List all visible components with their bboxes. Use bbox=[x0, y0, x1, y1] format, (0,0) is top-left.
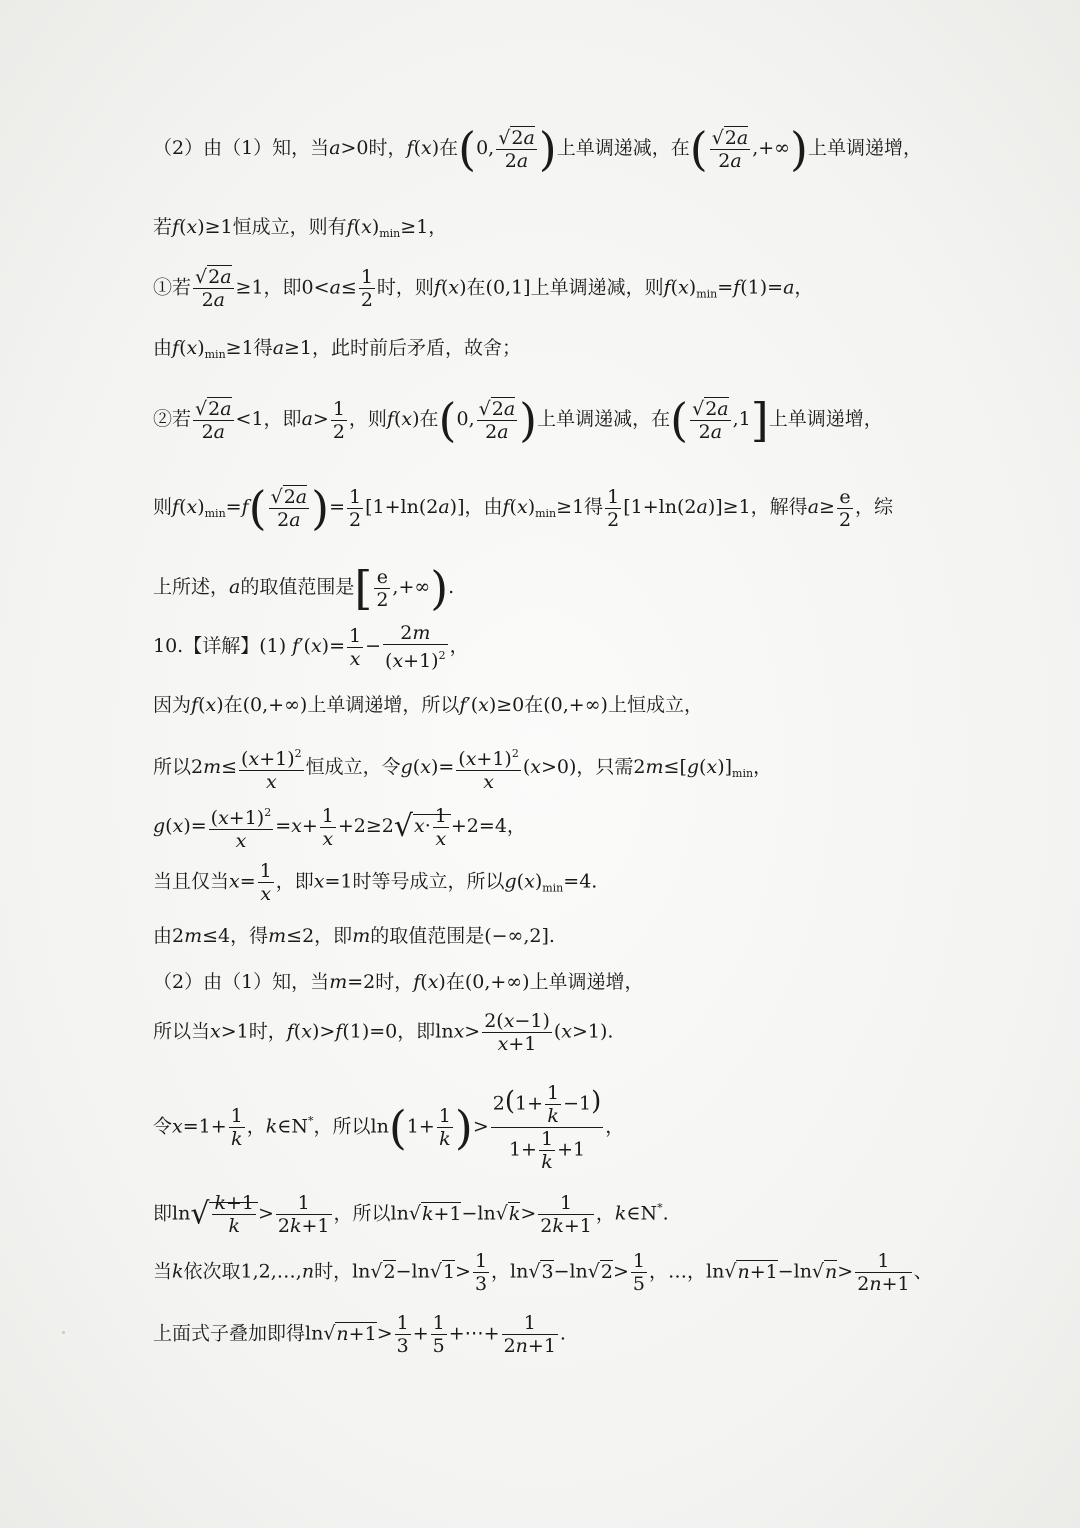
text-line-8: 10.【详解】(1) f′(x)= $\frac{1}{x}$ − $\frac{2m}{(x+1)^2}$ ， bbox=[153, 622, 469, 672]
text-line-12: 当且仅当x= $\frac{1}{x}$ ，即x=1时等号成立，所以$g(x)_{min}=4$. bbox=[153, 860, 598, 905]
text-line-6: 则$f(x)_{min}=f$( $\frac{√2a}{2a}$ )= $\frac{1}{2}$ [1+ln(2a)]，由$f(x)_{min}\ge 1$得 $\frac{1}{2}$ [1+ln(2a)]≥1，解得a≥ $\frac{e}{2}$ ，综 bbox=[153, 481, 894, 535]
text-line-4: 由$f(x)_{min}\ge 1$得a≥1，此时前后矛盾，故舍； bbox=[153, 337, 522, 361]
text-line-19: 上面式子叠加即得ln√n+1> $\frac{1}{3}$ + $\frac{1}{5}$ +⋯+ $\frac{1}{2n+1}$ . bbox=[153, 1312, 566, 1357]
text-line-16: 令x=1+ $\frac{1}{k}$ ，k∈N*，所以ln(1+ $\frac{1}{k}$ )> 2(1+ $\frac{1}{k}$ −1) 1+ $\frac{1}{k}$ +1 ， bbox=[153, 1082, 625, 1173]
text-line-18: 当k依次取1,2,…,n时，ln√2−ln√1> $\frac{1}{3}$ ，ln√3−ln√2> $\frac{1}{5}$ ，…，ln√n+1−ln√n> $\frac{1}{2n+1}$ 、 bbox=[153, 1250, 933, 1295]
text-line-13: 由2m≤4，得m≤2，即m的取值范围是(−∞,2]. bbox=[153, 925, 555, 947]
text-line-2: 若f(x)≥1恒成立，则有$f(x)_{min}\ge 1$， bbox=[153, 216, 448, 240]
text-line-17: 即ln√ $\frac{k+1}{k}$ > $\frac{1}{2k+1}$ ，所以ln√k+1−ln√k> $\frac{1}{2k+1}$ ，k∈N*. bbox=[153, 1192, 669, 1237]
text-line-3: ①若 $\frac{√2a}{2a}$ ≥1，即0<a≤ $\frac{1}{2}$ 时，则f(x)在(0,1]上单调递减，则$f(x)_{min}=f(1)=a$， bbox=[153, 266, 814, 311]
text-line-10: 所以2m≤ $\frac{(x+1)^2}{x}$ 恒成立，令g(x)= $\frac{(x+1)^2}{x}$ (x>0)，只需$2m\le[g(x)]_{min}$， bbox=[153, 743, 953, 793]
text-line-11: g(x)= $\frac{(x+1)^2}{x}$ =x+ $\frac{1}{x}$ +2≥2√x· $\frac{1}{x}$ +2=4， bbox=[153, 802, 953, 852]
text-line-1: （2）由（1）知，当a>0时，f(x)在(0, $\frac{√2a}{2a}$ )上单调递减，在( $\frac{√2a}{2a}$ ,+∞)上单调递增， bbox=[153, 122, 922, 176]
text-line-14: （2）由（1）知，当m=2时，f(x)在(0,+∞)上单调递增， bbox=[153, 971, 644, 993]
text-line-9: 因为f(x)在(0,+∞)上单调递增，所以f′(x)≥0在(0,+∞)上恒成立， bbox=[153, 694, 703, 716]
text-line-5: ②若 $\frac{√2a}{2a}$ <1，即a> $\frac{1}{2}$ ，则f(x)在(0, $\frac{√2a}{2a}$ )上单调递减，在( $\frac{√2a}{2a}$ ,1]上单调递增， bbox=[153, 393, 883, 447]
text-line-7: 上所述，a的取值范围是[ $\frac{e}{2}$ ,+∞). bbox=[153, 561, 455, 615]
text-line-15: 所以当x>1时，f(x)>f(1)=0，即lnx> $\frac{2(x-1)}{x+1}$ (x>1). bbox=[153, 1010, 614, 1055]
scan-speck bbox=[62, 1331, 65, 1334]
